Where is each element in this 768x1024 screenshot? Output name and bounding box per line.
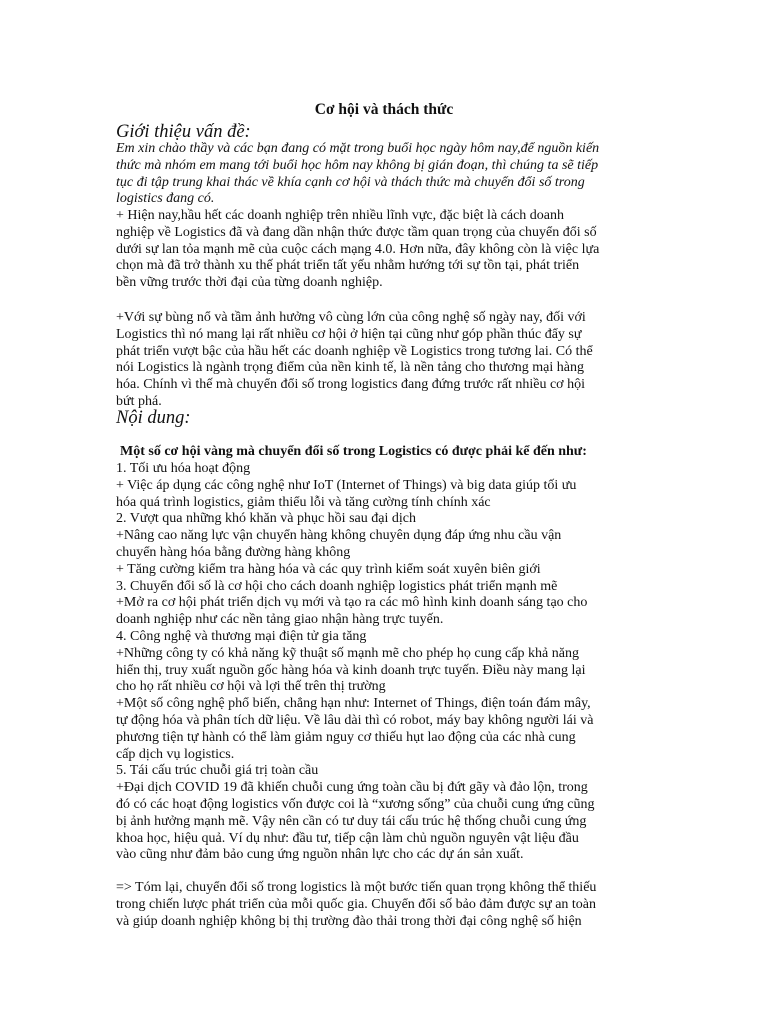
intro-heading: Giới thiệu vấn đề:: [116, 122, 251, 142]
list-item: phương tiện tự hành có thể làm giảm nguy cơ thiếu hụt lao động của các nhà cung: [116, 729, 576, 745]
list-item: 5. Tái cấu trúc chuỗi giá trị toàn cầu: [116, 763, 319, 779]
list-item: doanh nghiệp như các nền tảng giao nhận hàng trực tuyến.: [116, 612, 444, 628]
list-item: cấp dịch vụ logistics.: [116, 746, 235, 762]
list-item: + Tăng cường kiểm tra hàng hóa và các quy trình kiểm soát xuyên biên giới: [116, 561, 541, 577]
text-line: hóa. Chính vì thế mà chuyển đổi số trong logistics đang đứng trước rất nhiều cơ hội: [116, 377, 585, 393]
list-item: 4. Công nghệ và thương mại điện tử gia tăng: [116, 628, 367, 644]
text-line: tục đi tập trung khai thác về khía cạnh cơ hội và thách thức mà chuyển đổi số trong: [116, 174, 585, 190]
list-item: vào cũng như đảm bảo cung ứng nguồn nhân lực cho các dự án sản xuất.: [116, 847, 524, 863]
list-item: 1. Tối ưu hóa hoạt động: [116, 461, 251, 476]
list-item: +Nâng cao năng lực vận chuyển hàng không chuyên dụng đáp ứng nhu cầu vận: [116, 528, 562, 544]
list-item: cho họ rất nhiều cơ hội và lợi thế trên thị trường: [116, 679, 386, 695]
text-line: logistics đang có.: [116, 191, 215, 207]
text-line: Một số cơ hội vàng mà chuyển đổi số trong Logistics có được phải kể đến như:: [120, 444, 587, 459]
list-item: đó có các hoạt động logistics vốn được coi là “xương sống” của chuỗi cung ứng cũng: [116, 796, 595, 812]
text-line: Em xin chào thầy và các bạn đang có mặt trong buổi học ngày hôm nay,để nguồn kiến: [116, 141, 600, 156]
list-item: tự động hóa và phân tích dữ liệu. Về lâu dài thì có robot, máy bay không người lái và: [116, 712, 594, 728]
text-line: và giúp doanh nghiệp không bị thị trường đào thải trong thời đại công nghệ số hiện: [116, 913, 582, 929]
list-item: hóa quá trình logistics, giảm thiểu lỗi và tăng cường tính chính xác: [116, 494, 491, 510]
list-item: +Một số công nghệ phổ biến, chẳng hạn như: Internet of Things, điện toán đám mây,: [116, 696, 591, 712]
text-line: Logistics thì nó mang lại rất nhiều cơ hội ở hiện tại cũng như góp phần thúc đẩy sự: [116, 326, 582, 342]
text-line: bền vững trước thời đại của từng doanh nghiệp.: [116, 275, 383, 291]
text-line: nói Logistics là ngành trọng điểm của nền kinh tế, là nền tảng cho thương mại hàng: [116, 360, 584, 376]
list-item: +Đại dịch COVID 19 đã khiến chuỗi cung ứng toàn cầu bị đứt gãy và đảo lộn, trong: [116, 780, 588, 796]
intro-italic-paragraph: [116, 141, 656, 208]
intro-paragraph-2: [116, 310, 656, 411]
text-line: chọn mà đã trở thành xu thế phát triển tất yếu nhằm hướng tới sự tồn tại, phát triển: [116, 258, 580, 274]
list-item: hiển thị, truy xuất nguồn gốc hàng hóa và kinh doanh trực tuyến. Điều này mang lại: [116, 662, 586, 678]
list-item: + Việc áp dụng các công nghệ như IoT (Internet of Things) và big data giúp tối ưu: [116, 477, 577, 493]
list-item: bị ảnh hưởng mạnh mẽ. Vậy nên cần có tư duy tái cấu trúc hệ thống chuỗi cung ứng: [116, 813, 587, 829]
list-item: 3. Chuyển đổi số là cơ hội cho cách doanh nghiệp logistics phát triển mạnh mẽ: [116, 578, 558, 594]
content-subheading: [120, 444, 660, 461]
content-heading: Nội dung:: [116, 408, 191, 428]
text-line: +Với sự bùng nổ và tầm ảnh hưởng vô cùng lớn của công nghệ số ngày nay, đối với: [116, 310, 586, 325]
text-line: + Hiện nay,hầu hết các doanh nghiệp trên nhiều lĩnh vực, đặc biệt là cách doanh: [116, 208, 565, 223]
list-item: 2. Vượt qua những khó khăn và phục hồi sau đại dịch: [116, 511, 416, 527]
list-item: +Những công ty có khả năng kỹ thuật số mạnh mẽ cho phép họ cung cấp khả năng: [116, 645, 579, 661]
text-line: nghiệp về Logistics đã và đang dần nhận thức được tầm quan trọng của chuyển đổi số: [116, 224, 597, 240]
intro-paragraph-1: [116, 208, 656, 292]
text-line: trong chiến lược phát triển của mỗi quốc gia. Chuyển đổi số bảo đảm được sự an toàn: [116, 896, 597, 912]
text-line: dưới sự lan tỏa mạnh mẽ của cuộc cách mạng 4.0. Hơn nữa, đây không còn là việc lựa: [116, 241, 600, 257]
text-line: bứt phá.: [116, 393, 162, 409]
text-line: => Tóm lại, chuyển đổi số trong logistics là một bước tiến quan trọng không thể thiếu: [116, 880, 597, 895]
document-title: Cơ hội và thách thức: [314, 101, 454, 118]
text-line: thức mà nhóm em mang tới buổi học hôm nay không bị gián đoạn, thì chúng ta sẽ tiếp: [116, 157, 599, 173]
list-item: khoa học, hiệu quả. Ví dụ như: đầu tư, tiếp cận làm chủ nguồn nguyên vật liệu đầu: [116, 830, 579, 846]
text-line: phát triển vượt bậc của hầu hết các doanh nghiệp về Logistics trong tương lai. Có thể: [116, 343, 593, 359]
list-item: +Mở ra cơ hội phát triển dịch vụ mới và tạo ra các mô hình kinh doanh sáng tạo cho: [116, 595, 588, 611]
content-list: [116, 461, 656, 864]
conclusion-paragraph: [116, 880, 656, 930]
list-item: chuyển hàng hóa bằng đường hàng không: [116, 544, 351, 560]
